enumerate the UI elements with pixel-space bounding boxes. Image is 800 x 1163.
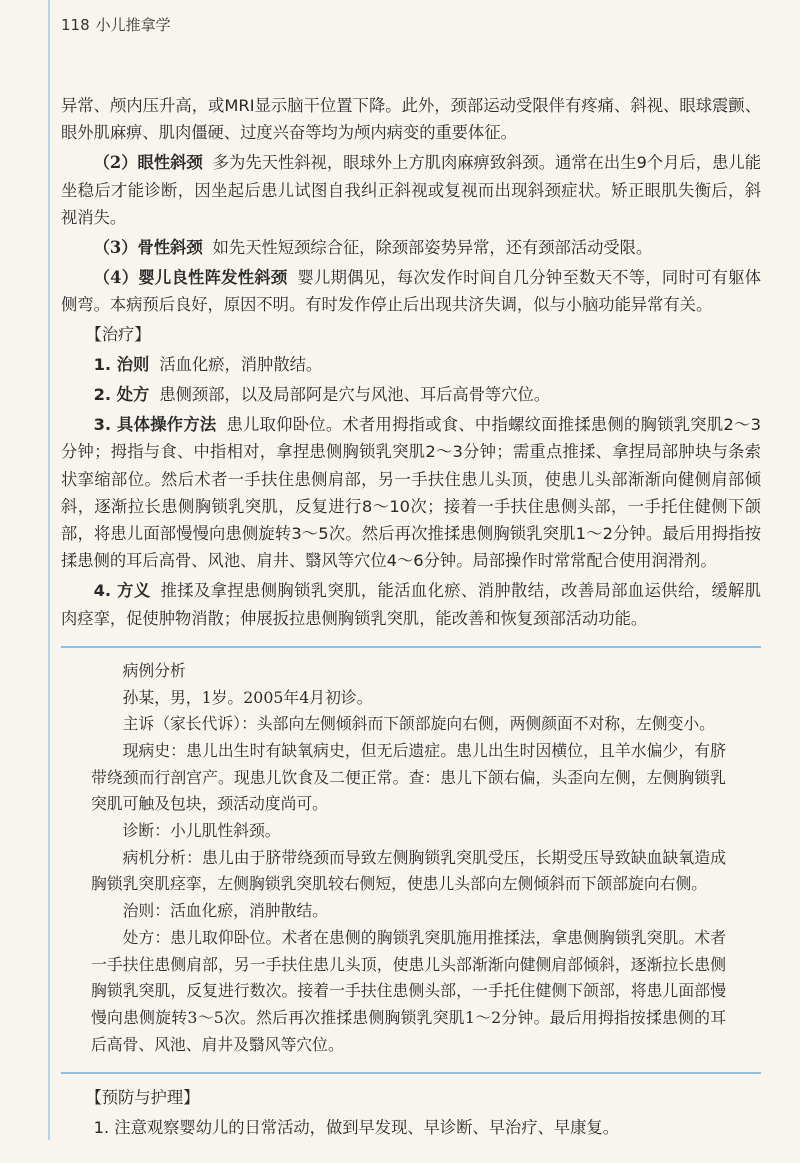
case-paragraph: 诊断：小儿肌性斜颈。	[122, 821, 281, 841]
treatment-item: 3. 具体操作方法 患儿取仰卧位。术者用拇指或食、中指螺纹面推揉患侧的胸锁乳突肌2～3分钟；拇指与食、中指相对，拿捏患侧胸锁乳突肌2～3分钟；需重点推揉、拿捏局部肿块与条索状挛缩部位。然后术者一手扶住患侧肩部，另一手扶住患儿头顶，使患儿头部渐渐向健侧肩部倾斜，逐渐拉长患侧胸锁乳突肌，反复进行8～10次；接着一手扶住患侧头部，一手托住健侧下颌部，将患儿面部慢慢向患侧旋转3～5次。然后再次推揉患侧胸锁乳突肌1～2分钟。最后用拇指按揉患侧的耳后高骨、风池、肩井、翳风等穴位4～6分钟。局部操作时常常配合使用润滑剂。	[61, 415, 761, 571]
book-title: 小儿推拿学	[95, 16, 171, 34]
treatment-item: 4. 方义 推揉及拿捏患侧胸锁乳突肌，能活血化瘀、消肿散结，改善局部血运供给，缓解肌肉痉挛，促使肿物消散；伸展扳拉患侧胸锁乳突肌，能改善和恢复颈部活动功能。	[61, 581, 761, 628]
case-paragraph: 治则：活血化瘀，消肿散结。	[122, 901, 328, 921]
type-paragraph: （2）眼性斜颈 多为先天性斜视，眼球外上方肌肉麻痹致斜颈。通常在出生9个月后，患儿能坐稳后才能诊断，因坐起后患儿试图自我纠正斜视或复视而出现斜颈症状。矫正眼肌失衡后，斜视消失。	[61, 153, 761, 227]
case-paragraph: 孙某，男，1岁。2005年4月初诊。	[122, 687, 373, 707]
case-paragraph: 现病史：患儿出生时有缺氧病史，但无后遗症。患儿出生时因横位，且羊水偏少，有脐带绕颈而行剖宫产。现患儿饮食及二便正常。查：患儿下颌右偏，头歪向左侧，左侧胸锁乳突肌可触及包块，颈活动度尚可。	[91, 740, 726, 814]
case-analysis	[61, 658, 726, 1059]
type-paragraph: （4）婴儿良性阵发性斜颈 婴儿期偶见，每次发作时间自几分钟至数天不等，同时可有躯体侧弯。本病预后良好，原因不明。有时发作停止后出现共济失调，似与小脑功能异常有关。	[61, 268, 761, 315]
case-paragraph: 处方：患儿取仰卧位。术者在患侧的胸锁乳突肌施用推揉法，拿患侧胸锁乳突肌。术者一手扶住患侧肩部，另一手扶住患儿头顶，使患儿头部渐渐向健侧肩部倾斜，逐渐拉长患侧胸锁乳突肌，反复进行数次。接着一手扶住患侧头部，一手托住健侧下颌部，将患儿面部慢慢向患侧旋转3～5次。然后再次推揉患侧胸锁乳突肌1～2分钟。最后用拇指按揉患侧的耳后高骨、风池、肩井及翳风等穴位。	[91, 927, 726, 1054]
section-divider	[61, 646, 761, 648]
case-paragraph: 病机分析：患儿由于脐带绕颈而导致左侧胸锁乳突肌受压，长期受压导致缺血缺氧造成胸锁乳突肌痉挛，左侧胸锁乳突肌较右侧短，使患儿头部向左侧倾斜而下颌部旋向右侧。	[91, 847, 726, 894]
case-title: 病例分析	[122, 660, 186, 680]
page-number: 118	[61, 16, 90, 34]
prevention-item: 1. 注意观察婴幼儿的日常活动，做到早发现、早诊断、早治疗、早康复。	[93, 1117, 620, 1137]
treatment-item: 1. 治则 活血化瘀，消肿散结。	[93, 354, 323, 374]
section-divider	[61, 1072, 761, 1074]
page-body	[61, 92, 761, 1141]
treatment-item: 2. 处方 患侧颈部，以及局部阿是穴与风池、耳后高骨等穴位。	[93, 385, 551, 405]
margin-line	[48, 0, 50, 1140]
case-paragraph: 主诉（家长代诉）：头部向左侧倾斜而下颌部旋向右侧，两侧颜面不对称，左侧变小。	[122, 714, 715, 734]
treatment-heading: 【治疗】	[85, 324, 151, 344]
prevention-heading: 【预防与护理】	[85, 1088, 200, 1108]
type-paragraph: （3）骨性斜颈 如先天性短颈综合征，除颈部姿势异常，还有颈部活动受限。	[93, 238, 653, 258]
intro-paragraph: 异常、颅内压升高，或MRI显示脑干位置下降。此外，颈部运动受限伴有疼痛、斜视、眼球震颤、眼外肌麻痹、肌肉僵硬、过度兴奋等均为颅内病变的重要体征。	[61, 96, 761, 143]
running-header	[61, 14, 171, 35]
